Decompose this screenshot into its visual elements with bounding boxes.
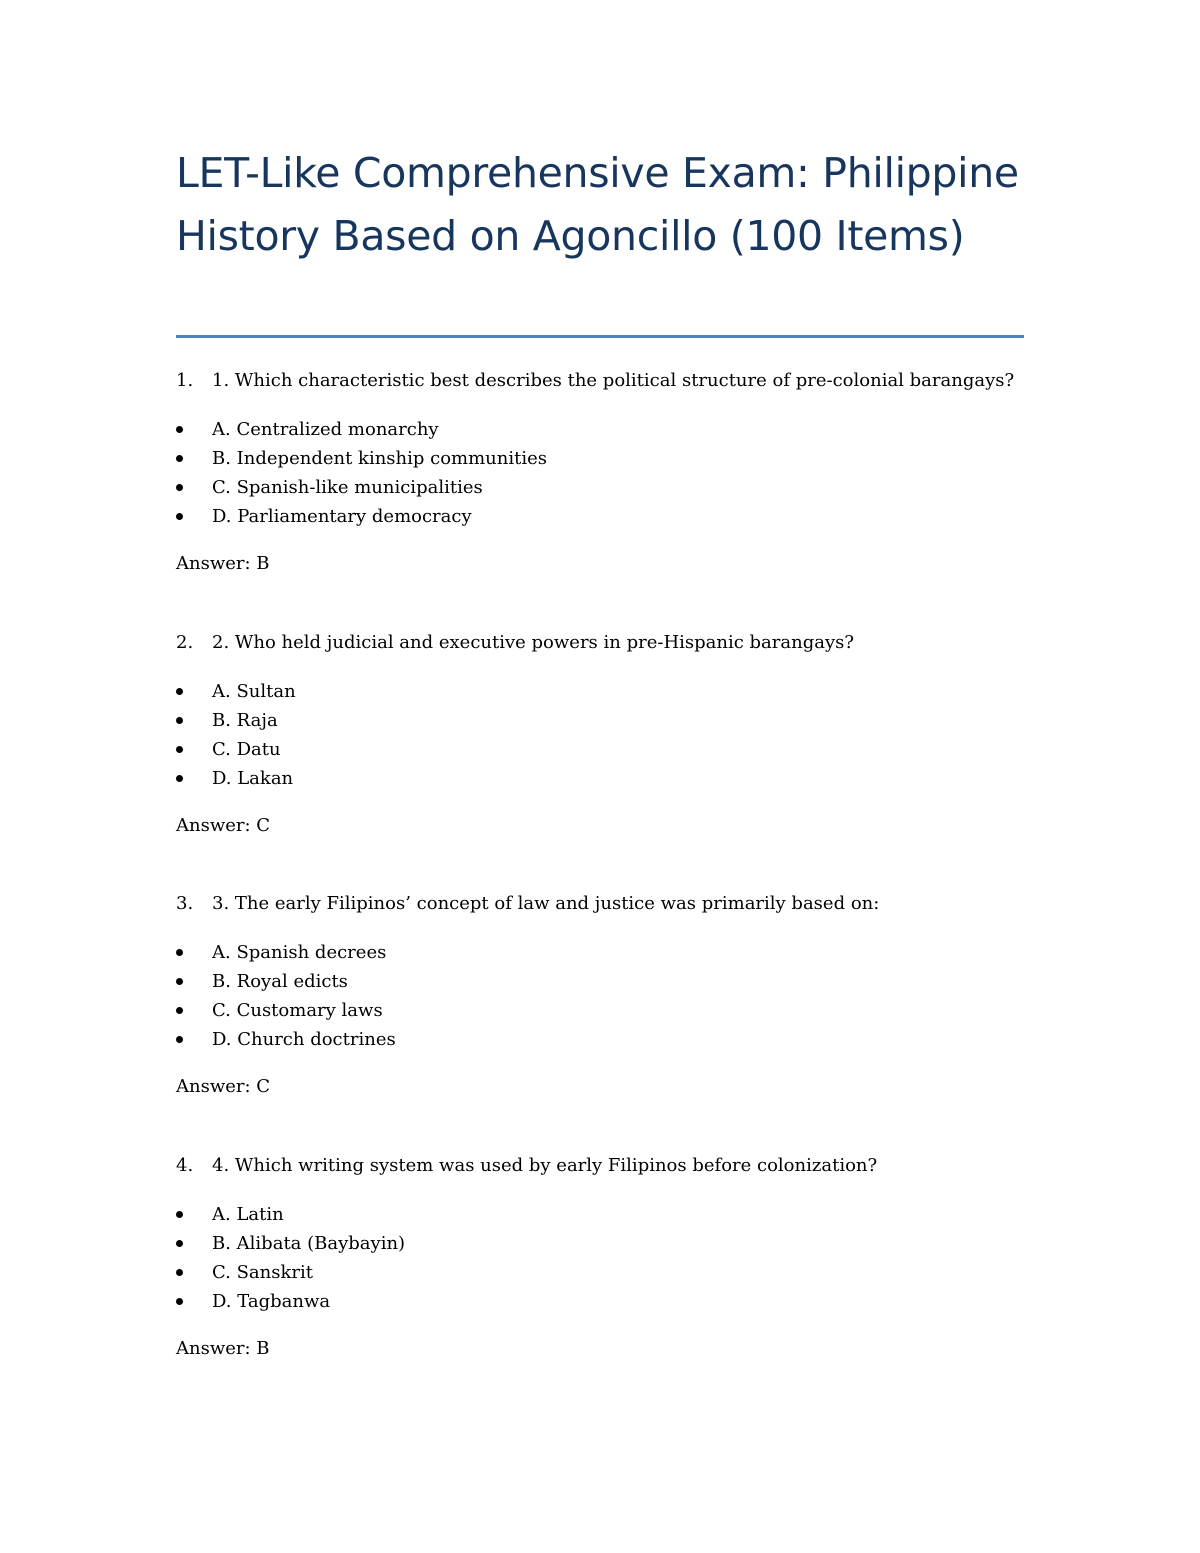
question-2: [176, 629, 1056, 840]
option-item: [176, 1025, 1056, 1054]
question-number: 3.: [176, 893, 194, 914]
answer-text: Answer: C: [176, 815, 271, 836]
option-item: [176, 502, 1056, 531]
question-number: 1.: [176, 370, 194, 391]
option-item: [176, 1229, 1056, 1258]
bullet-icon: [176, 978, 183, 985]
option-text: A. Latin: [212, 1204, 284, 1225]
question-text: 1. Which characteristic best describes the political structure of pre-colonial barangays?: [212, 370, 1015, 391]
option-text: A. Sultan: [212, 681, 296, 702]
option-text: A. Spanish decrees: [212, 942, 387, 963]
option-item: [176, 415, 1056, 444]
option-text: B. Raja: [212, 710, 278, 731]
option-text: D. Church doctrines: [212, 1029, 396, 1050]
bullet-icon: [176, 1269, 183, 1276]
option-item: [176, 706, 1056, 735]
option-item: [176, 444, 1056, 473]
question-text: 2. Who held judicial and executive powers in pre-Hispanic barangays?: [212, 632, 855, 653]
option-list: [176, 415, 1056, 531]
option-text: B. Alibata (Baybayin): [212, 1233, 406, 1254]
answer-text: Answer: B: [176, 1338, 270, 1359]
bullet-icon: [176, 1211, 183, 1218]
question-text: 3. The early Filipinos’ concept of law and justice was primarily based on:: [212, 893, 880, 914]
bullet-icon: [176, 1036, 183, 1043]
answer-text: Answer: C: [176, 1076, 271, 1097]
bullet-icon: [176, 426, 183, 433]
bullet-icon: [176, 1007, 183, 1014]
question-3: [176, 890, 1056, 1101]
option-item: [176, 473, 1056, 502]
bullet-icon: [176, 949, 183, 956]
bullet-icon: [176, 688, 183, 695]
option-text: C. Sanskrit: [212, 1262, 313, 1283]
question-4: [176, 1152, 1056, 1363]
question-line: [176, 629, 1056, 657]
question-line: [176, 1152, 1056, 1180]
question-text: 4. Which writing system was used by early Filipinos before colonization?: [212, 1155, 878, 1176]
option-item: [176, 967, 1056, 996]
question-line: [176, 367, 1056, 395]
question-line: [176, 890, 1056, 918]
option-item: [176, 1200, 1056, 1229]
question-number: 4.: [176, 1155, 194, 1176]
option-text: D. Lakan: [212, 768, 294, 789]
option-item: [176, 677, 1056, 706]
option-item: [176, 764, 1056, 793]
option-text: B. Independent kinship communities: [212, 448, 548, 469]
question-number: 2.: [176, 632, 194, 653]
bullet-icon: [176, 513, 183, 520]
option-item: [176, 1287, 1056, 1316]
option-item: [176, 996, 1056, 1025]
option-text: A. Centralized monarchy: [212, 419, 439, 440]
option-text: C. Customary laws: [212, 1000, 383, 1021]
option-text: D. Parliamentary democracy: [212, 506, 472, 527]
option-list: [176, 1200, 1056, 1316]
answer-text: Answer: B: [176, 553, 270, 574]
option-text: D. Tagbanwa: [212, 1291, 331, 1312]
question-1: [176, 367, 1056, 578]
option-list: [176, 938, 1056, 1054]
option-item: [176, 735, 1056, 764]
bullet-icon: [176, 746, 183, 753]
bullet-icon: [176, 1240, 183, 1247]
bullet-icon: [176, 484, 183, 491]
option-item: [176, 938, 1056, 967]
bullet-icon: [176, 775, 183, 782]
option-text: C. Datu: [212, 739, 281, 760]
bullet-icon: [176, 717, 183, 724]
title-underline: [176, 335, 1024, 338]
option-text: B. Royal edicts: [212, 971, 348, 992]
option-list: [176, 677, 1056, 793]
document-title: LET-Like Comprehensive Exam: Philippine History Based on Agoncillo (100 Items): [176, 149, 1019, 260]
bullet-icon: [176, 1298, 183, 1305]
option-item: [176, 1258, 1056, 1287]
bullet-icon: [176, 455, 183, 462]
option-text: C. Spanish-like municipalities: [212, 477, 483, 498]
